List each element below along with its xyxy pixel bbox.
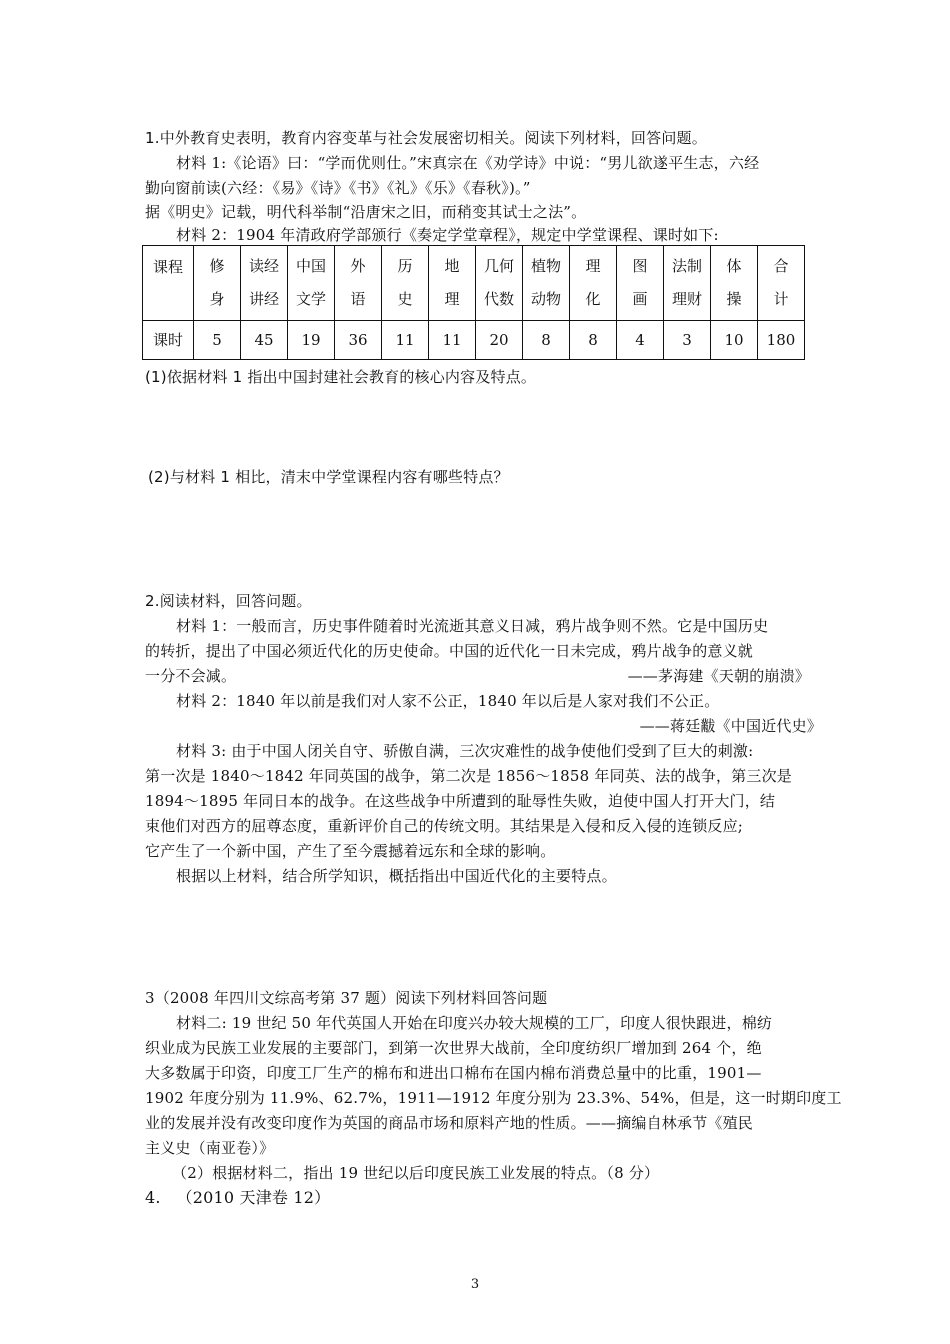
q4-title: 4. （2010 天津卷 12） [145,1188,331,1207]
hours-cell: 20 [476,321,523,360]
hours-cell: 3 [664,321,711,360]
q1-subquestion-2: (2)与材料 1 相比，清末中学堂课程内容有哪些特点？ [148,468,509,486]
course-cell: 几何 代数 [476,246,523,321]
hours-cell: 11 [429,321,476,360]
hours-cell: 45 [241,321,288,360]
course-cell: 合 计 [758,246,805,321]
course-cell: 体 操 [711,246,758,321]
q3-material-line1: 材料二: 19 世纪 50 年代英国人开始在印度兴办较大规模的工厂，印度人很快跟进，棉纺 [176,1014,773,1032]
hours-cell: 8 [570,321,617,360]
q2-material1-line1: 材料 1：一般而言，历史事件随着时光流逝其意义日减，鸦片战争则不然。它是中国历史 [176,617,769,635]
course-cell: 理 化 [570,246,617,321]
q1-subquestion-1: (1)依据材料 1 指出中国封建社会教育的核心内容及特点。 [145,368,537,386]
q2-material3-line1: 材料 3: 由于中国人闭关自守、骄傲自满，三次灾难性的战争使他们受到了巨大的刺激: [176,742,754,760]
course-cell: 植物 动物 [523,246,570,321]
hours-cell: 19 [288,321,335,360]
q1-material2-line: 材料 2：1904 年清政府学部颁行《奏定学堂章程》，规定中学堂课程、课时如下: [176,226,719,244]
q2-title: 2.阅读材料，回答问题。 [145,592,312,610]
q2-material2-line: 材料 2：1840 年以前是我们对人家不公正，1840 年以后是人家对我们不公正。 [176,692,720,710]
hours-row [143,321,805,360]
course-cell: 地 理 [429,246,476,321]
course-cell: 历 史 [382,246,429,321]
q2-material3-line4: 束他们对西方的屈尊态度，重新评价自己的传统文明。其结果是入侵和反入侵的连锁反应; [145,817,744,835]
q2-material2-source: ——蒋廷黻《中国近代史》 [639,717,822,735]
course-header-label: 课程 [143,246,194,321]
q1-material1-line3: 据《明史》记载，明代科举制“沿唐宋之旧，而稍变其试士之法”。 [145,203,587,221]
course-cell: 中国 文学 [288,246,335,321]
q2-material3-line5: 它产生了一个新中国，产生了至今震撼着远东和全球的影响。 [145,842,556,860]
course-hours-table [142,245,805,360]
course-cell: 外 语 [335,246,382,321]
hours-cell: 10 [711,321,758,360]
q1-material1-line2: 勤向窗前读(六经：《易》《诗》《书》《礼》《乐》《春秋》)。” [145,179,531,197]
q3-material-line6: 主义史（南亚卷）》 [145,1139,275,1157]
q2-question: 根据以上材料，结合所学知识，概括指出中国近代化的主要特点。 [176,867,617,885]
q2-material1-source: ——茅海建《天朝的崩溃》 [627,667,810,685]
hours-cell: 11 [382,321,429,360]
hours-cell: 180 [758,321,805,360]
q1-material1-line1: 材料 1:《论语》曰：“学而优则仕。”宋真宗在《劝学诗》中说：“男儿欲遂平生志，六经 [176,154,760,172]
q2-material3-line3: 1894～1895 年同日本的战争。在这些战争中所遭到的耻辱性失败，迫使中国人打开大门，结 [145,792,776,810]
q2-material3-line2: 第一次是 1840～1842 年同英国的战争，第二次是 1856～1858 年同英、法的战争，第三次是 [145,767,792,785]
course-cell: 法制 理财 [664,246,711,321]
q3-question: （2）根据材料二，指出 19 世纪以后印度民族工业发展的特点。（8 分） [172,1164,660,1182]
hours-cell: 8 [523,321,570,360]
q3-material-line5: 业的发展并没有改变印度作为英国的商品市场和原料产地的性质。——摘编自林承节《殖民 [145,1114,754,1132]
q3-material-line3: 大多数属于印资，印度工厂生产的棉布和进出口棉布在国内棉布消费总量中的比重，1901— [145,1064,762,1082]
hours-cell: 4 [617,321,664,360]
course-cell: 图 画 [617,246,664,321]
q3-title: 3（2008 年四川文综高考第 37 题）阅读下列材料回答问题 [145,989,548,1007]
q1-title: 1.中外教育史表明，教育内容变革与社会发展密切相关。阅读下列材料，回答问题。 [145,129,707,147]
hours-cell: 5 [194,321,241,360]
course-cell: 修 身 [194,246,241,321]
hours-header-label: 课时 [143,321,194,360]
q3-material-line4: 1902 年度分别为 11.9%、62.7%，1911—1912 年度分别为 23.3%、54%，但是，这一时期印度工 [145,1089,842,1107]
course-cell: 读经 讲经 [241,246,288,321]
q2-material1-line3: 一分不会减。 [145,667,237,685]
q2-material1-line2: 的转折，提出了中国必须近代化的历史使命。中国的近代化一日未完成，鸦片战争的意义就 [145,642,754,660]
page-number: 3 [470,1277,480,1292]
course-header-row [143,246,805,321]
q3-material-line2: 织业成为民族工业发展的主要部门，到第一次世界大战前，全印度纺织厂增加到 264 个，绝 [145,1039,762,1057]
hours-cell: 36 [335,321,382,360]
